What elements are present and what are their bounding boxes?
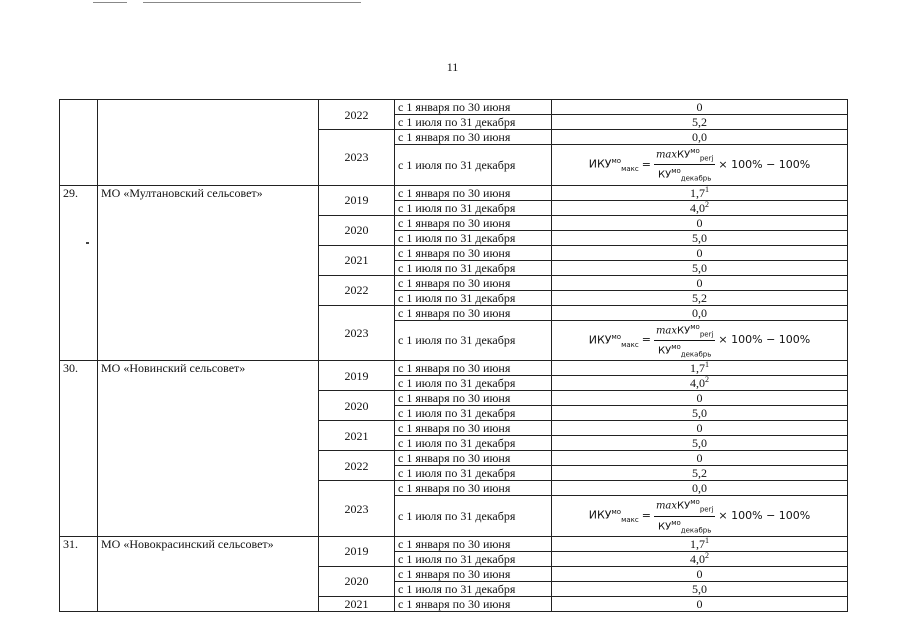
value-cell [552, 391, 848, 406]
period-cell: с 1 июля по 31 декабря [395, 230, 552, 245]
value-text: 0 [696, 451, 703, 466]
footnote-marker: 1 [705, 360, 709, 370]
period-cell: с 1 января по 30 июня [395, 596, 552, 611]
value-text: 5,2 [692, 466, 707, 481]
value-text: 1,7 [690, 361, 705, 376]
value-cell [552, 481, 848, 496]
value-cell [552, 451, 848, 466]
tariff-table-body [60, 100, 848, 612]
table-row [60, 185, 848, 200]
period-cell: с 1 июля по 31 декабря [395, 551, 552, 566]
municipality-name [98, 100, 319, 186]
footnote-marker: 1 [705, 185, 709, 194]
year-cell: 2022 [319, 100, 395, 130]
value-cell [552, 551, 848, 566]
value-text: 5,0 [692, 581, 707, 596]
value-cell [552, 496, 848, 537]
formula-lhs: $ИКУ^{мо}_{макс}$ [588, 156, 639, 173]
footnote-marker: 2 [705, 551, 709, 560]
formula-tail: × 100% − 100% [718, 333, 811, 347]
value-cell [552, 361, 848, 376]
period-cell: с 1 января по 30 июня [395, 305, 552, 320]
period-cell: с 1 января по 30 июня [395, 361, 552, 376]
value-text: 0 [696, 596, 703, 611]
value-text: 5,0 [692, 260, 707, 275]
year-cell: 2023 [319, 305, 395, 361]
value-cell [552, 421, 848, 436]
value-text: 4,0 [690, 376, 705, 391]
max-index-formula [589, 496, 810, 536]
year-cell: 2021 [319, 421, 395, 451]
value-text: 0 [696, 215, 703, 230]
max-index-formula [589, 145, 810, 185]
formula-lhs: $ИКУ^{мо}_{макс}$ [588, 508, 639, 525]
formula-equals: = [641, 333, 651, 347]
year-cell: 2022 [319, 451, 395, 481]
value-text: 0,0 [692, 305, 707, 320]
value-text: 0 [696, 391, 703, 406]
value-text: 0 [696, 100, 703, 114]
value-text: 0 [696, 275, 703, 290]
period-cell: с 1 января по 30 июня [395, 536, 552, 551]
period-cell: с 1 июля по 31 декабря [395, 145, 552, 186]
max-index-formula [589, 321, 810, 361]
value-cell [552, 305, 848, 320]
tariff-table [59, 99, 848, 612]
period-cell: с 1 июля по 31 декабря [395, 466, 552, 481]
year-cell: 2019 [319, 536, 395, 566]
value-text: 0 [696, 245, 703, 260]
value-cell [552, 100, 848, 115]
period-cell: с 1 июля по 31 декабря [395, 376, 552, 391]
value-cell [552, 376, 848, 391]
value-text: 1,7 [690, 536, 705, 551]
value-cell [552, 536, 848, 551]
value-cell [552, 200, 848, 215]
period-cell: с 1 июля по 31 декабря [395, 581, 552, 596]
footnote-marker: 1 [705, 536, 709, 545]
value-text: 0 [696, 566, 703, 581]
year-cell: 2021 [319, 596, 395, 611]
value-text: 5,0 [692, 230, 707, 245]
year-cell: 2022 [319, 275, 395, 305]
row-number: 30. [60, 361, 98, 537]
formula-fraction: $\frac{\max КУ^{мо}_{perj}}{КУ^{мо}_{декабрь}}$ [655, 498, 714, 534]
formula-lhs: $ИКУ^{мо}_{макс}$ [588, 332, 639, 349]
year-cell: 2020 [319, 566, 395, 596]
value-cell [552, 275, 848, 290]
period-cell: с 1 января по 30 июня [395, 185, 552, 200]
value-text: 0,0 [692, 481, 707, 496]
value-cell [552, 466, 848, 481]
formula-fraction: $\frac{\max КУ^{мо}_{perj}}{КУ^{мо}_{декабрь}}$ [655, 322, 714, 359]
period-cell: с 1 января по 30 июня [395, 215, 552, 230]
year-cell: 2019 [319, 361, 395, 391]
formula-fraction: $\frac{\max КУ^{мо}_{perj}}{КУ^{мо}_{декабрь}}$ [655, 147, 714, 183]
value-cell [552, 245, 848, 260]
period-cell: с 1 июля по 31 декабря [395, 320, 552, 361]
value-cell [552, 581, 848, 596]
table-row [60, 100, 848, 115]
year-cell: 2023 [319, 130, 395, 186]
value-cell [552, 260, 848, 275]
period-cell: с 1 января по 30 июня [395, 100, 552, 115]
value-cell [552, 145, 848, 186]
period-cell: с 1 июля по 31 декабря [395, 290, 552, 305]
period-cell: с 1 июля по 31 декабря [395, 436, 552, 451]
value-text: 4,0 [690, 200, 705, 215]
value-text: 4,0 [690, 551, 705, 566]
formula-tail: × 100% − 100% [718, 509, 811, 523]
municipality-name: МО «Новинский сельсовет» [98, 361, 319, 537]
value-cell [552, 115, 848, 130]
value-cell [552, 596, 848, 611]
table-row [60, 536, 848, 551]
footnote-marker: 2 [705, 375, 709, 385]
value-cell [552, 130, 848, 145]
value-cell [552, 320, 848, 361]
year-cell: 2020 [319, 215, 395, 245]
period-cell: с 1 июля по 31 декабря [395, 200, 552, 215]
header-rule-short [93, 2, 127, 3]
value-cell [552, 230, 848, 245]
value-text: 5,2 [692, 290, 707, 305]
row-number: 31. [60, 536, 98, 611]
formula-tail: × 100% − 100% [718, 157, 811, 171]
formula-equals: = [641, 157, 651, 171]
value-text: 5,0 [692, 406, 707, 421]
period-cell: с 1 июля по 31 декабря [395, 260, 552, 275]
row-number [60, 100, 98, 186]
period-cell: с 1 января по 30 июня [395, 451, 552, 466]
period-cell: с 1 января по 30 июня [395, 391, 552, 406]
value-text: 5,2 [692, 115, 707, 129]
period-cell: с 1 января по 30 июня [395, 481, 552, 496]
year-cell: 2019 [319, 185, 395, 215]
table-row [60, 361, 848, 376]
period-cell: с 1 января по 30 июня [395, 245, 552, 260]
period-cell: с 1 июля по 31 декабря [395, 496, 552, 537]
value-text: 0 [696, 421, 703, 436]
municipality-name: МО «Мултановский сельсовет» [98, 185, 319, 361]
value-cell [552, 406, 848, 421]
value-cell [552, 185, 848, 200]
formula-equals: = [641, 509, 651, 523]
period-cell: с 1 января по 30 июня [395, 130, 552, 145]
row-number: 29. [60, 185, 98, 361]
municipality-name: МО «Новокрасинский сельсовет» [98, 536, 319, 611]
period-cell: с 1 января по 30 июня [395, 566, 552, 581]
value-text: 5,0 [692, 436, 707, 451]
value-cell [552, 290, 848, 305]
period-cell: с 1 июля по 31 декабря [395, 406, 552, 421]
page-number: 11 [446, 60, 459, 74]
year-cell: 2021 [319, 245, 395, 275]
year-cell: 2020 [319, 391, 395, 421]
footnote-marker: 2 [705, 200, 709, 209]
value-text: 0,0 [692, 130, 707, 144]
period-cell: с 1 июля по 31 декабря [395, 115, 552, 130]
year-cell: 2023 [319, 481, 395, 537]
value-text: 1,7 [690, 185, 705, 200]
value-cell [552, 215, 848, 230]
header-rule-long [143, 2, 361, 3]
value-cell [552, 436, 848, 451]
value-cell [552, 566, 848, 581]
period-cell: с 1 января по 30 июня [395, 275, 552, 290]
period-cell: с 1 января по 30 июня [395, 421, 552, 436]
